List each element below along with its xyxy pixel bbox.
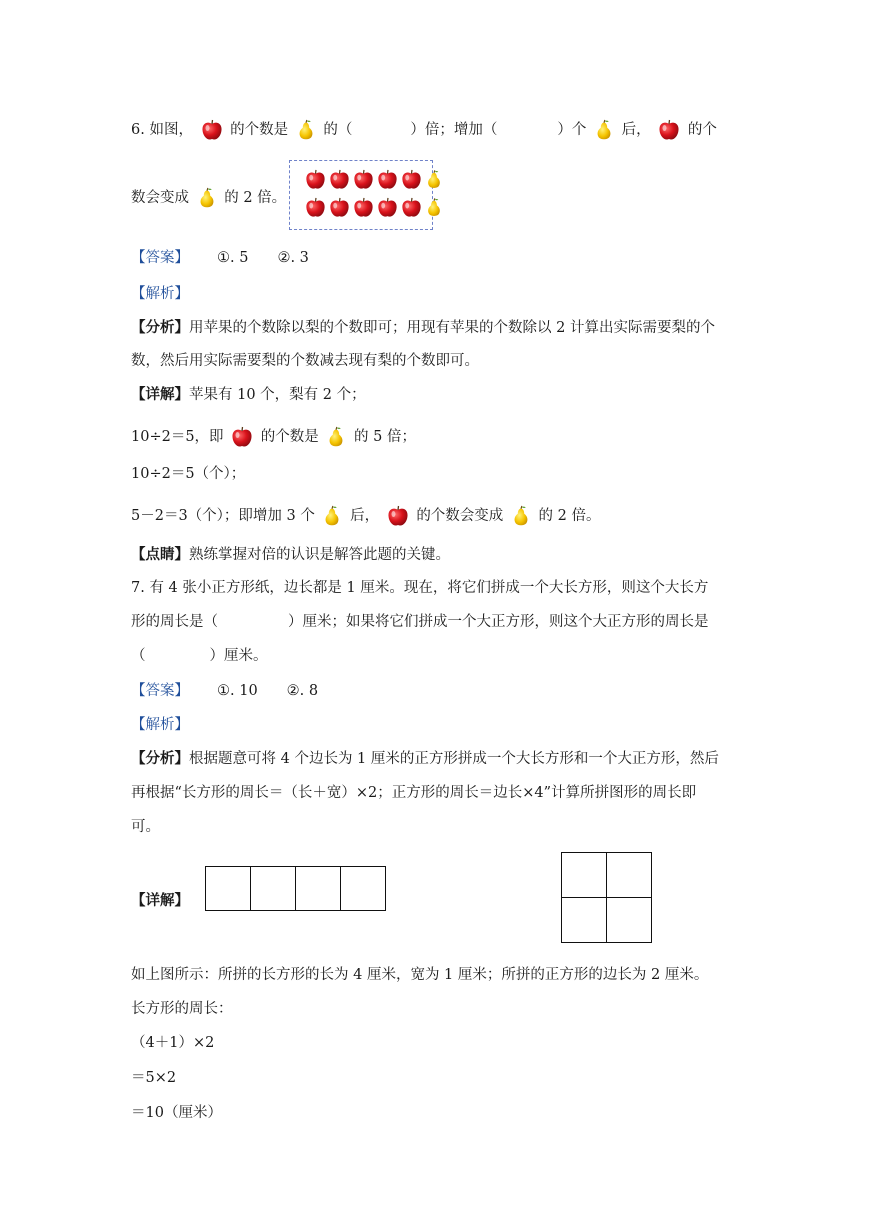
apple-icon [304,168,327,195]
apple-icon [230,425,254,449]
q6-analysis-1: 【分析】用苹果的个数除以梨的个数即可；用现有苹果的个数除以 2 计算出实际需要梨的个 [131,319,715,336]
apple-icon [400,196,423,223]
unit-square [607,898,652,943]
apple-icon [376,196,399,223]
apple-icon [386,504,410,528]
q7-calc-line: ＝10（厘米） [131,1105,222,1121]
unit-square [206,867,251,911]
q7-analysis-3: 可。 [131,819,160,835]
analysis-tag: 【分析】 [131,750,189,767]
q7-jiexi-tag: 【解析】 [131,717,189,733]
q6-jiexi-tag: 【解析】 [131,286,189,302]
pear-icon [321,504,343,528]
pear-icon [295,118,317,142]
apple-icon [376,168,399,195]
apple-icon [328,168,351,195]
pear-icon [196,186,218,210]
q7-calc-line: ＝5×2 [131,1070,177,1086]
apple-icon [328,196,351,223]
detail-tag: 【详解】 [131,386,189,403]
q6-detail-1: 【详解】苹果有 10 个，梨有 2 个； [131,386,366,403]
answer-text: ①. 10 ②. 8 [217,683,319,699]
unit-square [296,867,341,911]
q7-answer [131,681,318,701]
fruit-row [304,196,432,224]
pear-icon [424,196,444,223]
q6-step-1: 10÷2＝5，即 的个数是 的 5 倍； [131,425,416,449]
pear-icon [325,425,347,449]
unit-square [607,853,652,898]
pear-icon [510,504,532,528]
q7-calc-line: （4＋1）×2 [131,1035,215,1051]
q6-answer [131,248,309,268]
pear-icon [424,168,444,195]
unit-square [562,853,607,898]
q7-line-1: 7. 有 4 张小正方形纸，边长都是 1 厘米。现在，将它们拼成一个大长方形，则这个大长方 [131,580,709,596]
fruit-figure [289,160,433,230]
q7-analysis-2: 再根据“长方形的周长＝（长＋宽）×2；正方形的周长＝边长×4”计算所拼图形的周长即 [131,785,697,801]
square-figure [561,852,652,943]
pear-icon [593,118,615,142]
unit-square [341,867,386,911]
apple-icon [200,118,224,142]
q6-step-2: 10÷2＝5（个）； [131,466,246,482]
q7-analysis-1: 【分析】根据题意可将 4 个边长为 1 厘米的正方形拼成一个大长方形和一个大正方形，然后 [131,750,719,767]
q6-key-point: 【点睛】熟练掌握对倍的认识是解答此题的关键。 [131,546,450,563]
rectangle-figure [205,866,386,911]
apple-icon [400,168,423,195]
q7-detail-tag: 【详解】 [131,892,189,909]
q7-description: 如上图所示：所拼的长方形的长为 4 厘米，宽为 1 厘米；所拼的正方形的边长为 2 厘米。 [131,967,709,983]
fruit-row [304,168,432,196]
q6-analysis-2: 数，然后用实际需要梨的个数减去现有梨的个数即可。 [131,353,479,369]
q7-line-2: 形的周长是（ ）厘米；如果将它们拼成一个大正方形，则这个大正方形的周长是 [131,614,709,630]
apple-icon [657,118,681,142]
unit-square [562,898,607,943]
analysis-tag: 【分析】 [131,319,189,336]
answer-text: ①. 5 ②. 3 [217,250,309,266]
apple-icon [352,196,375,223]
answer-tag: 【答案】 [131,683,189,699]
q6-line-2: 数会变成 的 2 倍。 [131,186,286,210]
q6-step-3: 5－2＝3（个）；即增加 3 个 后， 的个数会变成 的 2 倍。 [131,504,600,528]
apple-icon [304,196,327,223]
q7-line-3: （ ）厘米。 [131,648,268,664]
q7-calc-title: 长方形的周长： [131,1001,233,1017]
unit-square [251,867,296,911]
key-point-tag: 【点睛】 [131,546,189,563]
q6-line-1: 6. 如图， 的个数是 的（ ）倍；增加（ ）个 后， 的个 [131,118,717,142]
apple-icon [352,168,375,195]
answer-tag: 【答案】 [131,250,189,266]
